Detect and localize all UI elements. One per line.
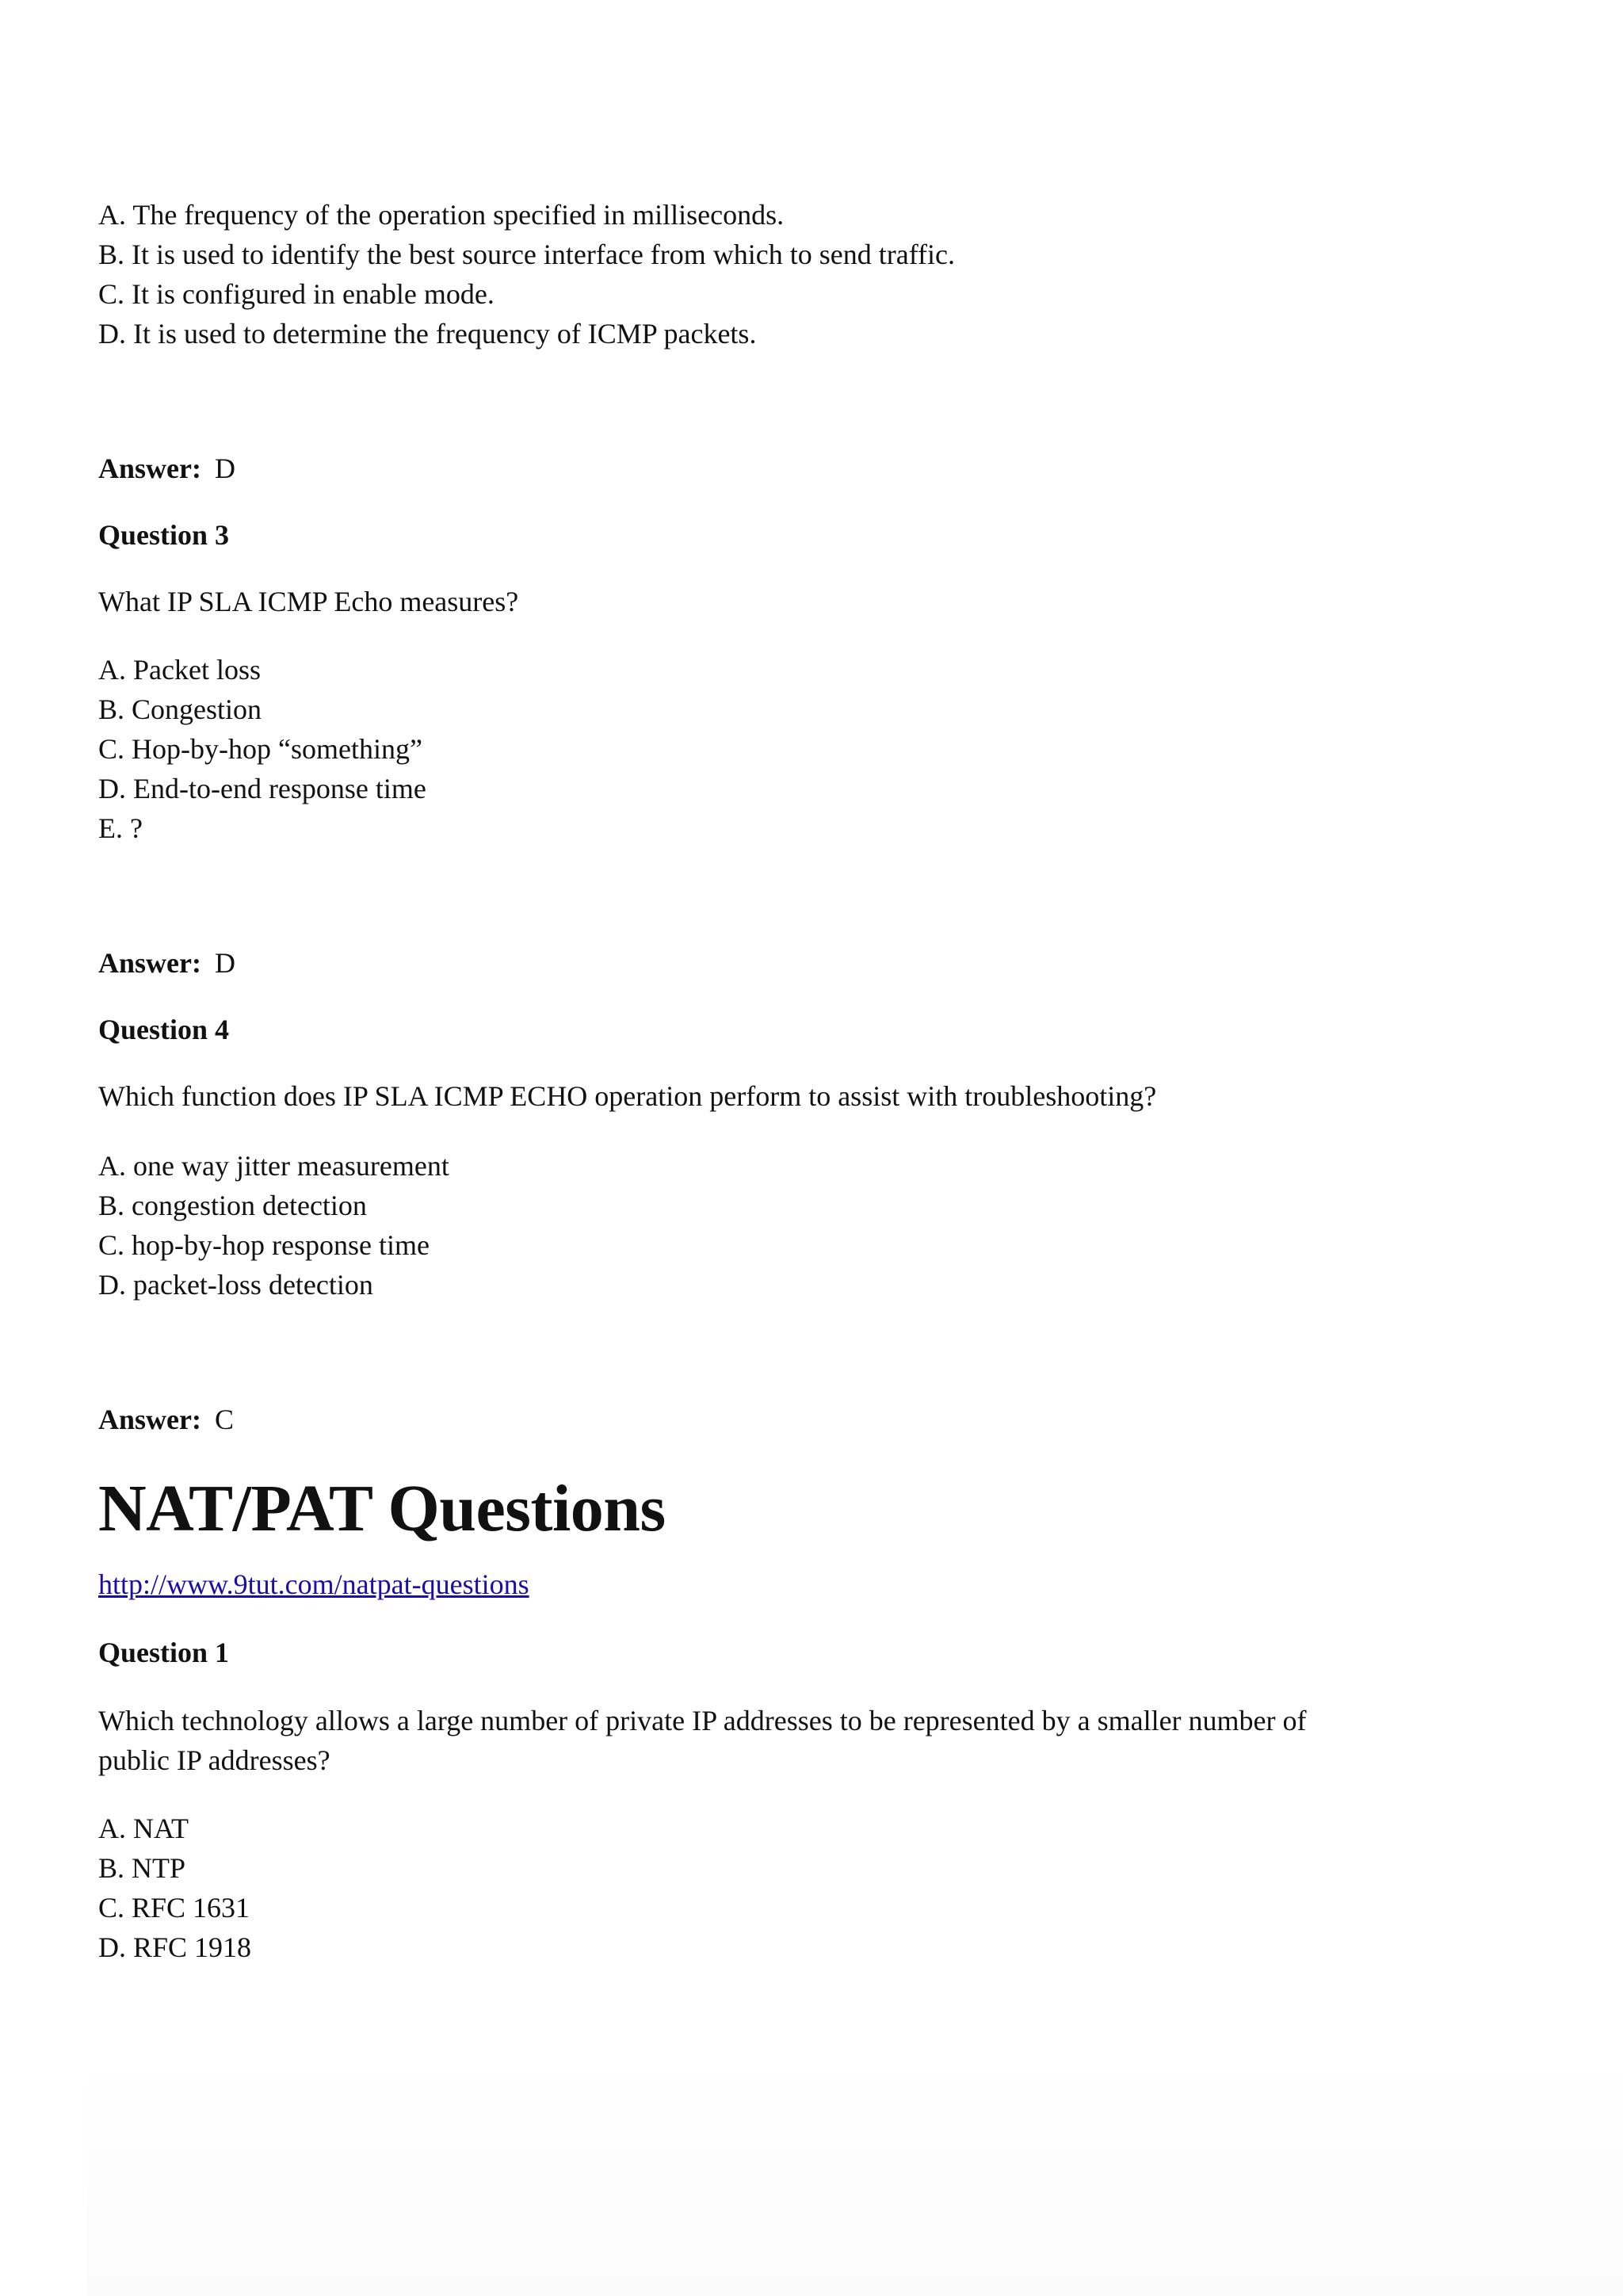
answer-value: D	[214, 947, 235, 979]
question-4-heading: Question 4	[98, 1014, 230, 1045]
answer-value: C	[214, 1404, 234, 1435]
question-4-text: Which function does IP SLA ICMP ECHO operation perform to assist with troubleshooting?	[98, 1080, 1157, 1112]
question-4-answer	[98, 1400, 1414, 1439]
option-b: B. It is used to identify the best source interface from which to send traffic.	[98, 239, 956, 270]
option-e: E. ?	[98, 812, 143, 844]
nat-question-1-text-line-2: public IP addresses?	[98, 1744, 330, 1776]
option-a: A. one way jitter measurement	[98, 1150, 449, 1182]
option-d: D. It is used to determine the frequency of ICMP packets.	[98, 318, 757, 350]
answer-value: D	[214, 453, 235, 484]
option-b: B. congestion detection	[98, 1190, 367, 1221]
question-3-answer	[98, 943, 1414, 983]
prev-question-options	[98, 195, 1414, 353]
section-title: NAT/PAT Questions	[98, 1472, 666, 1545]
answer-label: Answer:	[98, 947, 201, 979]
option-a: A. NAT	[98, 1813, 189, 1844]
option-a: A. Packet loss	[98, 654, 261, 686]
option-a: A. The frequency of the operation specified in milliseconds.	[98, 199, 785, 231]
section-link[interactable]: http://www.9tut.com/natpat-questions	[98, 1568, 529, 1600]
document-page	[98, 195, 1414, 1967]
question-3-options	[98, 650, 1414, 848]
question-4-options	[98, 1146, 1414, 1305]
answer-label: Answer:	[98, 1404, 201, 1435]
option-c: C. RFC 1631	[98, 1892, 250, 1924]
question-3-text: What IP SLA ICMP Echo measures?	[98, 586, 519, 617]
option-b: B. Congestion	[98, 693, 262, 725]
page-bottom-shade	[87, 2053, 1623, 2296]
prev-answer	[98, 449, 1414, 488]
question-3-heading: Question 3	[98, 519, 230, 551]
nat-question-1-text-line-1: Which technology allows a large number of private IP addresses to be represented by a smaller number of	[98, 1705, 1307, 1736]
nat-question-1-options	[98, 1809, 1414, 1967]
option-b: B. NTP	[98, 1852, 186, 1884]
option-c: C. hop-by-hop response time	[98, 1229, 430, 1261]
answer-label: Answer:	[98, 453, 201, 484]
option-d: D. RFC 1918	[98, 1931, 252, 1963]
option-d: D. End-to-end response time	[98, 773, 426, 804]
option-c: C. It is configured in enable mode.	[98, 278, 495, 310]
option-d: D. packet-loss detection	[98, 1269, 373, 1301]
nat-question-1-heading: Question 1	[98, 1637, 230, 1668]
option-c: C. Hop-by-hop “something”	[98, 733, 422, 765]
